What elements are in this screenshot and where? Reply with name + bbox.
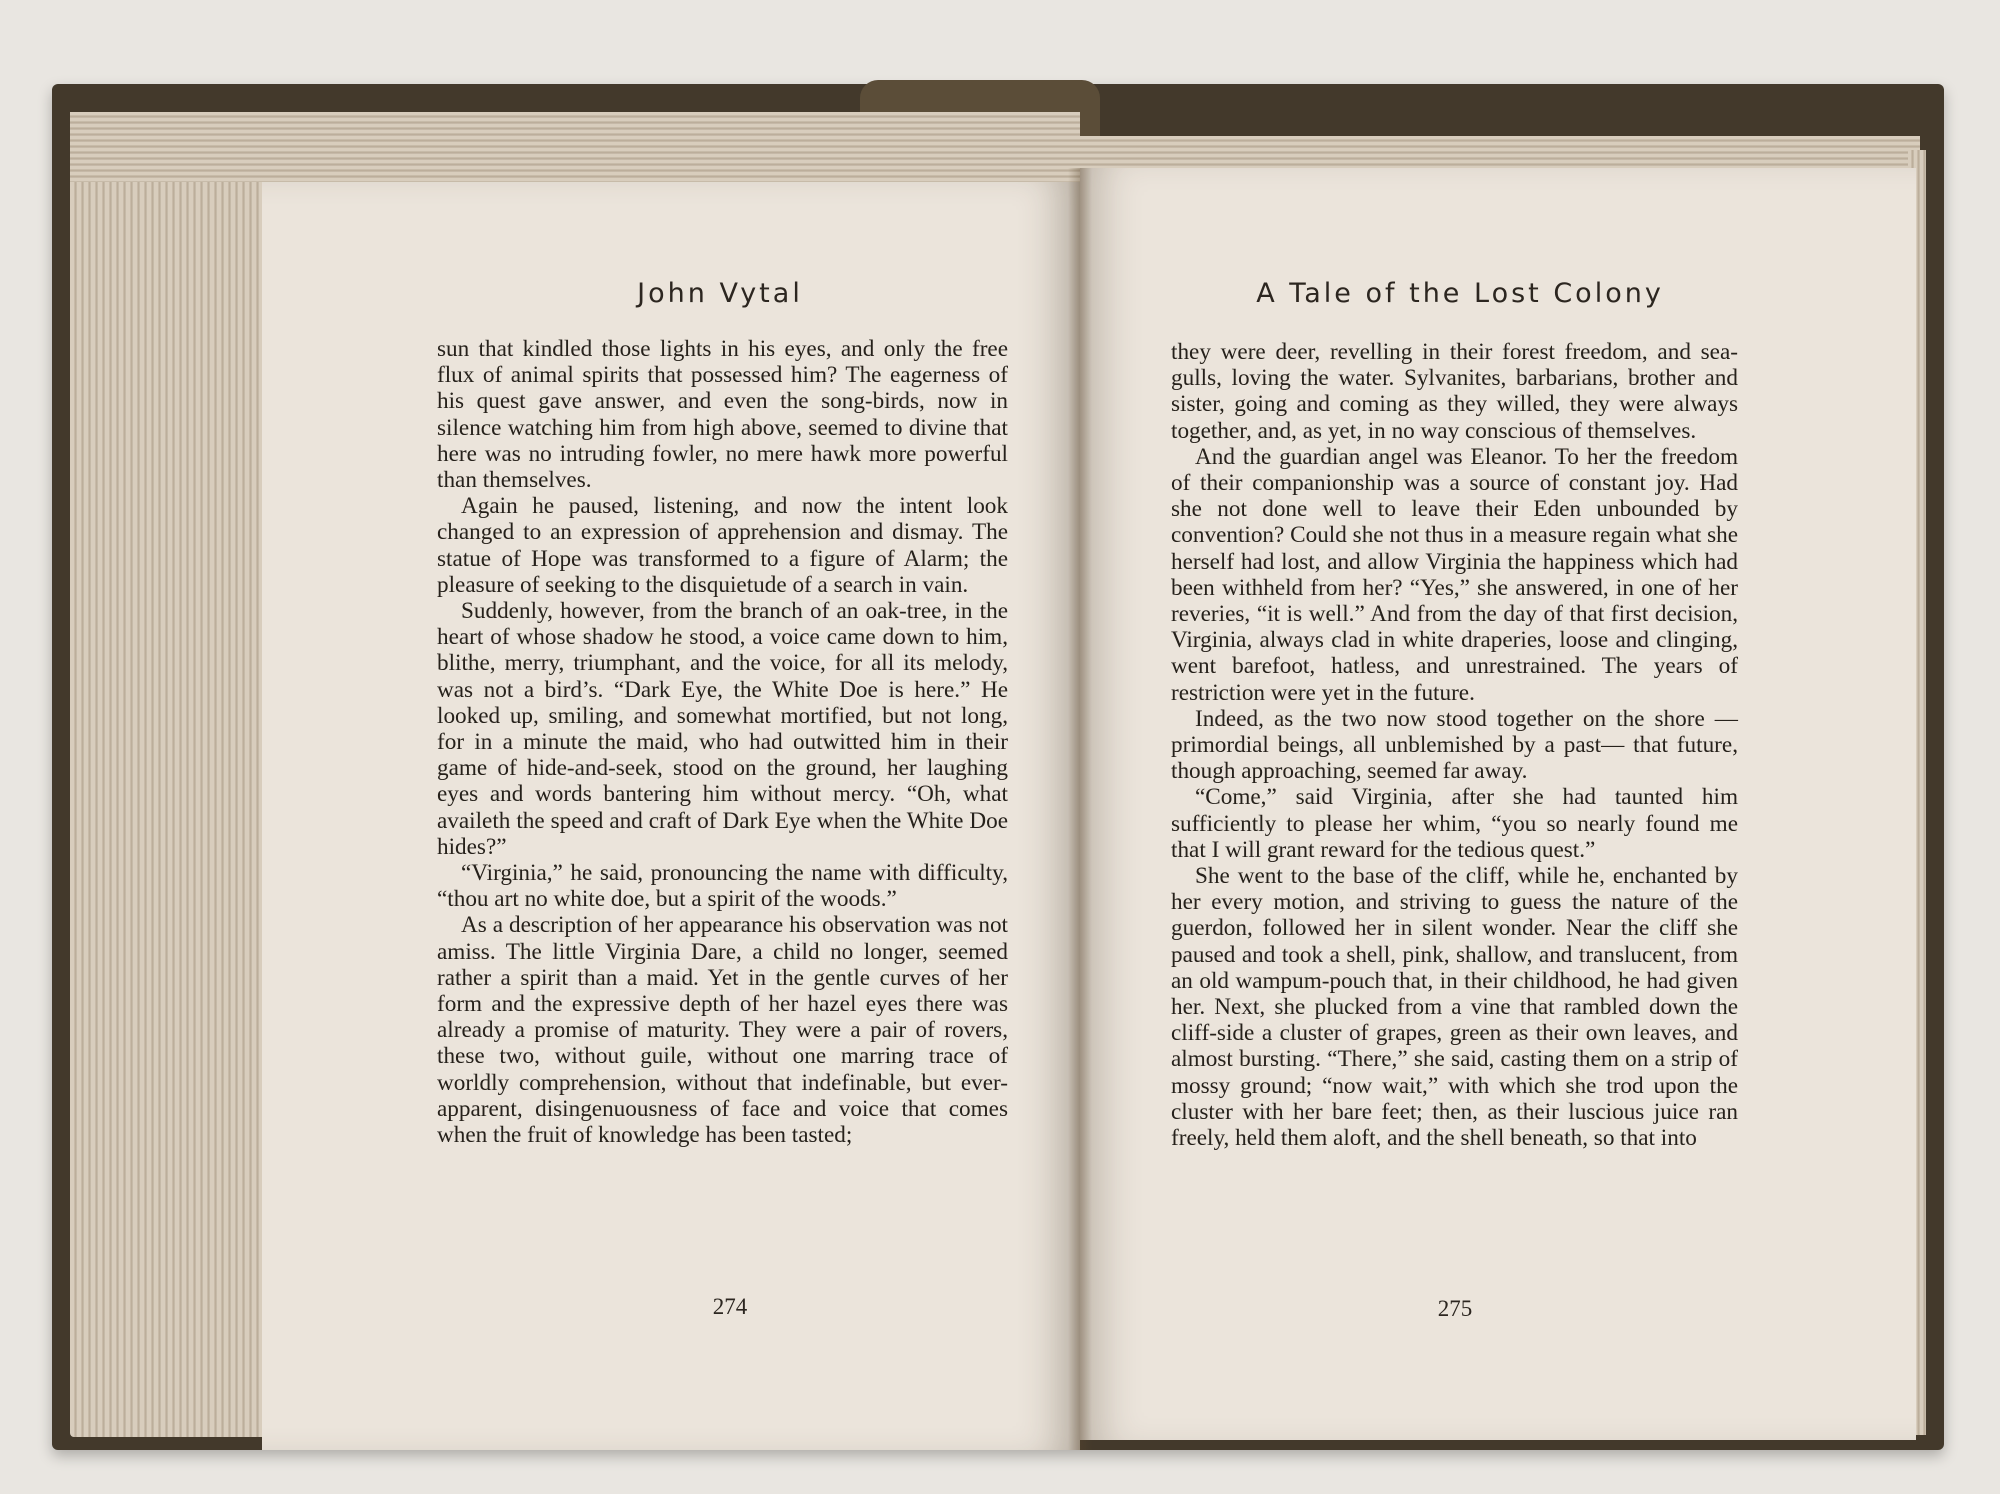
- left-page-edges: [70, 112, 290, 1437]
- left-paragraph-1: sun that kindled those lights in his eyes, and only the free flux of animal spirits that possessed him? The eagerness of his quest gave answer, and even the song-birds, now in silence watching him from high above, seemed to divine that here was no intruding fowler, no mere hawk more powerful than themselves.: [437, 336, 1008, 494]
- right-paragraph-5: She went to the base of the cliff, while he, enchanted by her every motion, and striving to guess the nature of the guerdon, followed her in silent wonder. Near the cliff she paused and took a shell, pink, shallow, and translucent, from an old wampum-pouch that, in their childhood, he had given her. Next, she plucked from a vine that rambled down the cliff-side a cluster of grapes, green as their own leaves, and almost bursting. “There,” she said, casting them on a strip of mossy ground; “now wait,” with which she trod upon the cluster with her bare feet; then, as their luscious juice ran freely, held them aloft, and the shell beneath, so that into: [1171, 863, 1738, 1152]
- left-running-head: John Vytal: [637, 278, 803, 309]
- left-paragraph-5: As a description of her appearance his observation was not amiss. The little Virginia Dare, a child no longer, seemed rather a spirit than a maid. Yet in the gentle curves of her form and the expressive depth of her hazel eyes there was already a promise of maturity. They were a pair of rovers, these two, without guile, without one marring trace of worldly comprehension, without that indefinable, but ever-apparent, disingenuousness of face and voice that comes when the fruit of knowledge has been tasted;: [437, 912, 1008, 1149]
- left-top-page-edges: [70, 112, 1080, 182]
- right-page-number: 275: [1437, 1296, 1473, 1321]
- left-paragraph-3: Suddenly, however, from the branch of an oak-tree, in the heart of whose shadow he stood, a voice came down to him, blithe, merry, triumphant, and the voice, for all its melody, was not a bird’s. “Dark Eye, the White Doe is here.” He looked up, smiling, and somewhat mortified, but not long, for in a minute the maid, who had outwitted him in their game of hide-and-seek, stood on the ground, her laughing eyes and words bantering him without mercy. “Oh, what availeth the speed and craft of Dark Eye when the White Doe hides?”: [437, 598, 1008, 860]
- right-paragraph-2: And the guardian angel was Eleanor. To her the freedom of their companionship was a source of constant joy. Had she not done well to leave their Eden unbounded by convention? Could she not thus in a measure regain what she herself had lost, and allow Virginia the happiness which had been withheld from her? “Yes,” she answered, in one of her reveries, “it is well.” And from the day of that first decision, Virginia, always clad in white draperies, loose and clinging, went barefoot, hatless, and unrestrained. The years of restriction were yet in the future.: [1171, 443, 1738, 706]
- left-text-block: [437, 336, 1008, 1148]
- left-paragraph-4: “Virginia,” he said, pronouncing the name with difficulty, “thou art no white doe, but a spirit of the woods.”: [437, 860, 1008, 913]
- right-paragraph-4: “Come,” said Virginia, after she had taunted him sufficiently to please her whim, “you so nearly found me that I will grant reward for the tedious quest.”: [1171, 784, 1738, 863]
- right-running-head: A Tale of the Lost Colony: [1256, 278, 1664, 309]
- book-gutter: [1068, 168, 1092, 1450]
- right-paragraph-1: they were deer, revelling in their forest freedom, and sea-gulls, loving the water. Sylvanites, barbarians, brother and sister, going and coming as they willed, they were always together, and, as yet, in no way conscious of themselves.: [1171, 339, 1738, 444]
- right-paragraph-3: Indeed, as the two now stood together on the shore —primordial beings, all unblemished by a past— that future, though approaching, seemed far away.: [1171, 705, 1738, 785]
- left-paragraph-2: Again he paused, listening, and now the intent look changed to an expression of apprehension and dismay. The statue of Hope was transformed to a figure of Alarm; the pleasure of seeking to the disquietude of a search in vain.: [437, 493, 1008, 598]
- left-page-number: 274: [712, 1294, 748, 1319]
- right-text-block: [1171, 339, 1738, 1151]
